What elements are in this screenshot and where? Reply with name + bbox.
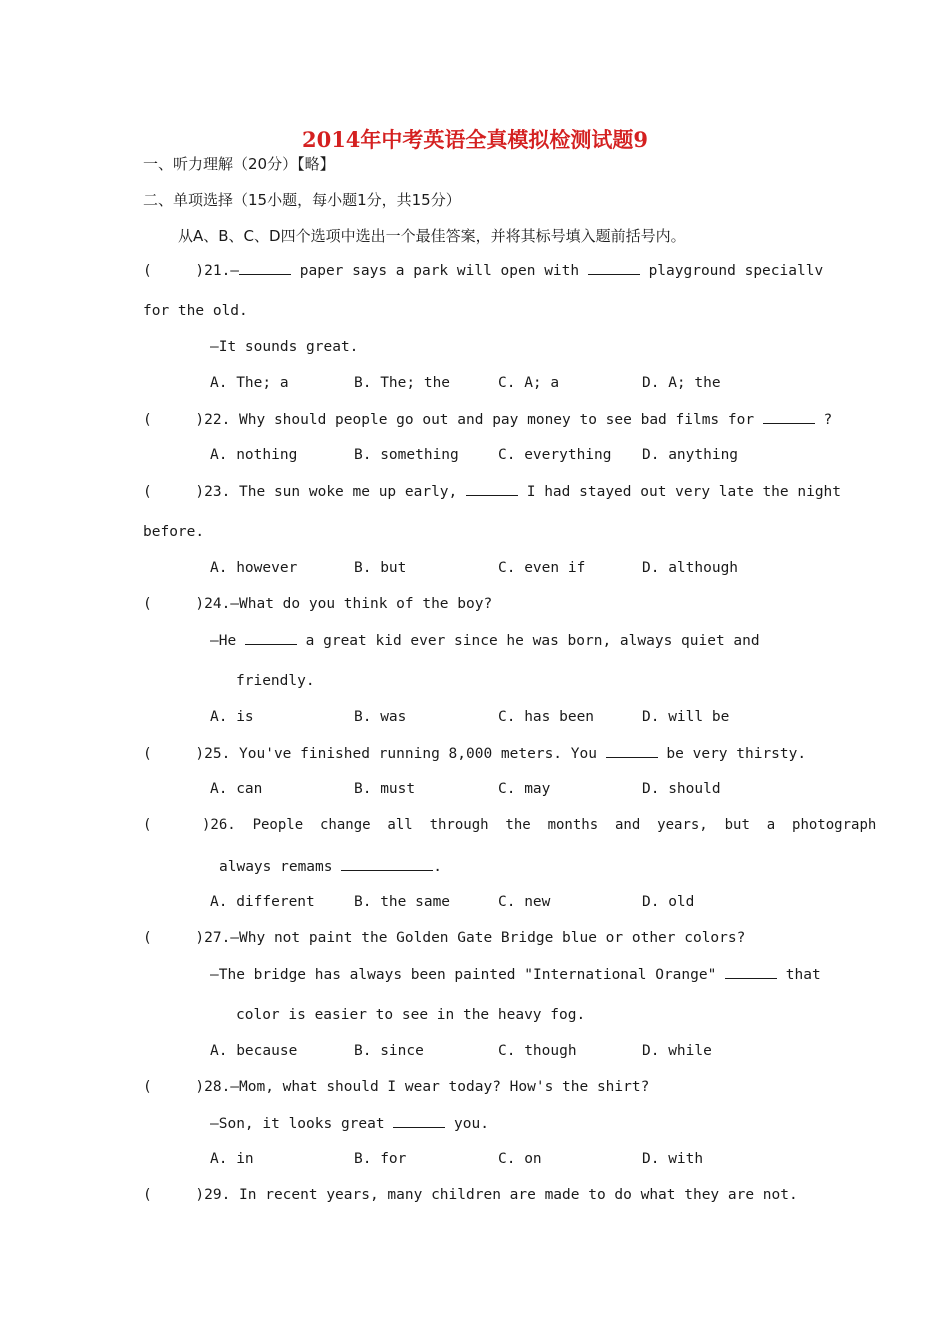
question-28-options — [210, 1151, 786, 1167]
question-21-cont: for the old. — [143, 303, 248, 319]
question-24-reply: —He a great kid ever since he was born, always quiet and — [210, 633, 760, 649]
question-21: ( )21.— paper says a park will open with playground speciallv — [143, 263, 824, 279]
question-26-options — [210, 894, 786, 910]
option-a: A. can — [210, 781, 263, 797]
answer-blank — [466, 483, 518, 496]
question-24-options — [210, 709, 786, 725]
question-25-options — [210, 781, 786, 797]
option-a: A. is — [210, 709, 254, 725]
question-26: ( )26. People change all through the months and years, but a photograph — [143, 817, 877, 833]
option-b: B. something — [354, 447, 459, 463]
question-28-reply: —Son, it looks great you. — [210, 1116, 489, 1132]
section-listening: 一、听力理解（20分）【略】 — [143, 155, 335, 173]
question-26-cont: always remams . — [219, 859, 442, 875]
option-c: C. though — [498, 1043, 577, 1059]
question-27-reply: —The bridge has always been painted "International Orange" that — [210, 967, 821, 983]
question-22-options — [210, 447, 786, 463]
option-a: A. because — [210, 1043, 298, 1059]
option-b: B. for — [354, 1151, 407, 1167]
question-22: ( )22. Why should people go out and pay money to see bad films for ? — [143, 412, 833, 428]
question-29: ( )29. In recent years, many children are made to do what they are not. — [143, 1187, 798, 1203]
option-d: D. while — [642, 1043, 712, 1059]
question-21-reply: —It sounds great. — [210, 339, 359, 355]
option-b: B. must — [354, 781, 416, 797]
question-24-cont: friendly. — [236, 673, 315, 689]
question-23-cont: before. — [143, 524, 205, 540]
option-c: C. A; a — [498, 375, 560, 391]
question-23-options — [210, 560, 786, 576]
option-a: A. different — [210, 894, 315, 910]
question-24: ( )24.—What do you think of the boy? — [143, 596, 493, 612]
question-28: ( )28.—Mom, what should I wear today? How's the shirt? — [143, 1079, 650, 1095]
option-a: A. The; a — [210, 375, 289, 391]
option-b: B. The; the — [354, 375, 451, 391]
option-c: C. on — [498, 1151, 542, 1167]
answer-blank — [606, 745, 658, 758]
question-27-cont: color is easier to see in the heavy fog. — [236, 1007, 586, 1023]
question-23: ( )23. The sun woke me up early, I had stayed out very late the night — [143, 484, 842, 500]
question-21-options — [210, 375, 786, 391]
option-d: D. A; the — [642, 375, 721, 391]
answer-blank — [393, 1115, 445, 1128]
answer-blank — [725, 966, 777, 979]
option-d: D. will be — [642, 709, 730, 725]
section-single-choice: 二、单项选择（15小题，每小题1分，共15分） — [143, 191, 461, 209]
answer-blank — [239, 262, 291, 275]
option-d: D. should — [642, 781, 721, 797]
page-title: 2014年中考英语全真模拟检测试题9 — [301, 127, 649, 152]
instruction: 从A、B、C、D四个选项中选出一个最佳答案，并将其标号填入题前括号内。 — [178, 227, 686, 245]
answer-blank — [245, 632, 297, 645]
question-25: ( )25. You've finished running 8,000 meters. You be very thirsty. — [143, 746, 807, 762]
question-27-options — [210, 1043, 786, 1059]
answer-blank — [341, 858, 433, 871]
option-c: C. new — [498, 894, 551, 910]
option-b: B. the same — [354, 894, 451, 910]
option-c: C. may — [498, 781, 551, 797]
answer-blank — [763, 411, 815, 424]
option-d: D. with — [642, 1151, 704, 1167]
option-a: A. nothing — [210, 447, 298, 463]
option-c: C. has been — [498, 709, 595, 725]
option-a: A. in — [210, 1151, 254, 1167]
option-d: D. although — [642, 560, 739, 576]
option-d: D. anything — [642, 447, 739, 463]
option-b: B. but — [354, 560, 407, 576]
option-a: A. however — [210, 560, 298, 576]
answer-blank — [588, 262, 640, 275]
option-b: B. since — [354, 1043, 424, 1059]
question-27: ( )27.—Why not paint the Golden Gate Bridge blue or other colors? — [143, 930, 746, 946]
option-c: C. even if — [498, 560, 586, 576]
option-c: C. everything — [498, 447, 612, 463]
option-b: B. was — [354, 709, 407, 725]
option-d: D. old — [642, 894, 695, 910]
